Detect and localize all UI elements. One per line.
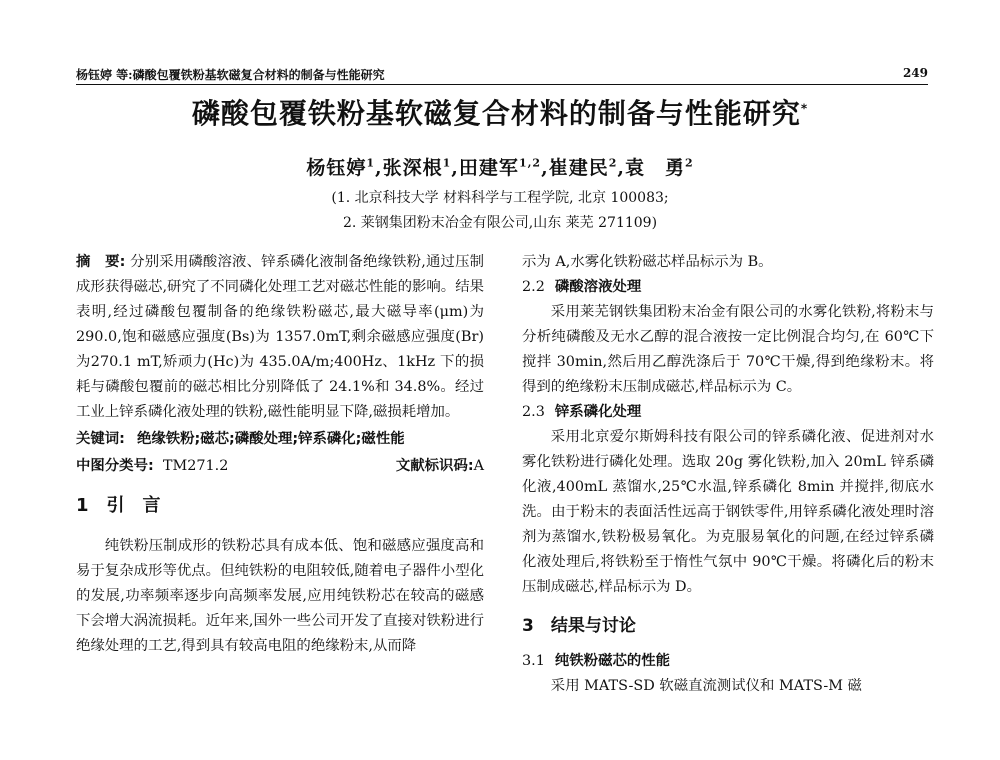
subsection-number: 2.2	[522, 279, 545, 295]
subsection-number: 3.1	[522, 653, 545, 669]
affiliation-line: (1. 北京科技大学 材料科学与工程学院, 北京 100083;	[331, 190, 669, 206]
clc-value: TM271.2	[162, 458, 229, 474]
author-name: 张深根	[382, 157, 443, 179]
affiliation-line: 2. 莱钢集团粉末冶金有限公司,山东 莱芜 271109)	[342, 215, 658, 231]
body-paragraph: 采用莱芜钢铁集团粉末冶金有限公司的水雾化铁粉,将粉末与分析纯磷酸及无水乙醇的混合液按一定比例混合均匀,在 60℃下搅拌 30min,然后用乙醇洗涤后于 70℃干燥,得到绝缘粉末。将得到的绝缘粉末压制成磁芯,样品标示为 C。	[522, 304, 934, 395]
author-affil-sup: 2	[685, 156, 694, 170]
paper-title-text: 磷酸包覆铁粉基软磁复合材料的制备与性能研究	[191, 97, 801, 130]
paper-title	[0, 92, 1000, 132]
body-paragraph: 采用 MATS-SD 软磁直流测试仪和 MATS-M 磁	[550, 678, 862, 694]
author-name: 杨钰婷	[306, 157, 367, 179]
author-affil-sup: 1,2	[518, 156, 542, 170]
classification-line	[76, 454, 484, 479]
doc-code-label: 文献标识码:	[395, 458, 474, 474]
left-column	[76, 250, 484, 659]
subsection-heading	[522, 275, 934, 300]
right-column	[522, 250, 934, 699]
author-name: 崔建民	[548, 157, 609, 179]
section-heading: 3 结果与讨论	[522, 616, 636, 636]
intro-paragraph: 纯铁粉压制成形的铁粉芯具有成本低、饱和磁感应强度高和易于复杂成形等优点。但纯铁粉的电阻较低,随着电子器件小型化的发展,功率频率逐步向高频率发展,应用纯铁粉芯在较高的磁感下会增大涡流损耗。近年来,国外一些公司开发了直接对铁粉进行绝缘处理的工艺,得到具有较高电阻的绝缘粉末,从而降	[76, 538, 484, 654]
keywords	[76, 427, 484, 452]
subsection-title: 磷酸溶液处理	[554, 279, 642, 295]
page-number: 249	[902, 66, 928, 80]
author-affil-sup: 1	[442, 156, 452, 170]
keywords-label: 关键词:	[76, 431, 125, 447]
doc-code-value: A	[473, 458, 484, 474]
keywords-text: 绝缘铁粉;磁芯;磷酸处理;锌系磷化;磁性能	[136, 431, 405, 447]
running-title: 杨钰婷 等:磷酸包覆铁粉基软磁复合材料的制备与性能研究	[76, 68, 385, 82]
running-header	[76, 66, 928, 85]
body-paragraph: 采用北京爱尔斯姆科技有限公司的锌系磷化液、促进剂对水雾化铁粉进行磷化处理。选取 20g 雾化铁粉,加入 20mL 锌系磷化液,400mL 蒸馏水,25℃水温,锌系磷化 8min 并搅拌,彻底水洗。由于粉末的表面活性远高于钢铁零件,用锌系磷化液处理时溶剂为蒸馏水,铁粉极易氧化。为克服易氧化的问题,在经过锌系磷化液处理后,将铁粉至于惰性气氛中 90℃干燥。将磷化后的粉末压制成磁芯,样品标示为 D。	[522, 429, 934, 595]
subsection-heading	[522, 649, 934, 674]
author-affil-sup: 1	[366, 156, 375, 170]
subsection-number: 2.3	[522, 404, 545, 420]
section-heading: 1 引 言	[76, 495, 161, 516]
author-name: 袁 勇	[625, 157, 686, 179]
abstract-label: 摘 要:	[76, 254, 126, 270]
continued-text: 示为 A,水雾化铁粉磁芯样品标示为 B。	[522, 254, 773, 270]
abstract-text: 分别采用磷酸溶液、锌系磷化液制备绝缘铁粉,通过压制成形获得磁芯,研究了不同磷化处理工艺对磁芯性能的影响。结果表明,经过磷酸包覆制备的绝缘铁粉磁芯,最大磁导率(μm)为 290.0,饱和磁感应强度(Bs)为 1357.0mT,剩余磁感应强度(Br)为270.1 mT,矫顽力(Hc)为 435.0A/m;400Hz、1kHz 下的损耗与磷酸包覆前的磁芯相比分别降低了 24.1%和 34.8%。经过工业上锌系磷化液处理的铁粉,磁性能明显下降,磁损耗增加。	[76, 254, 485, 420]
author-name: 田建军	[458, 157, 519, 179]
title-footnote-mark: *	[800, 101, 809, 116]
author-affil-sup: 2	[608, 156, 618, 170]
author-list: 杨钰婷$^1$,张深根$^1$,田建军$^{1,2}$,崔建民$^2$,袁 勇$^2$	[306, 156, 694, 179]
subsection-title: 锌系磷化处理	[554, 404, 642, 420]
subsection-title: 纯铁粉磁芯的性能	[554, 653, 671, 669]
subsection-heading	[522, 400, 934, 425]
abstract	[76, 250, 484, 425]
clc-label: 中图分类号:	[76, 458, 154, 474]
